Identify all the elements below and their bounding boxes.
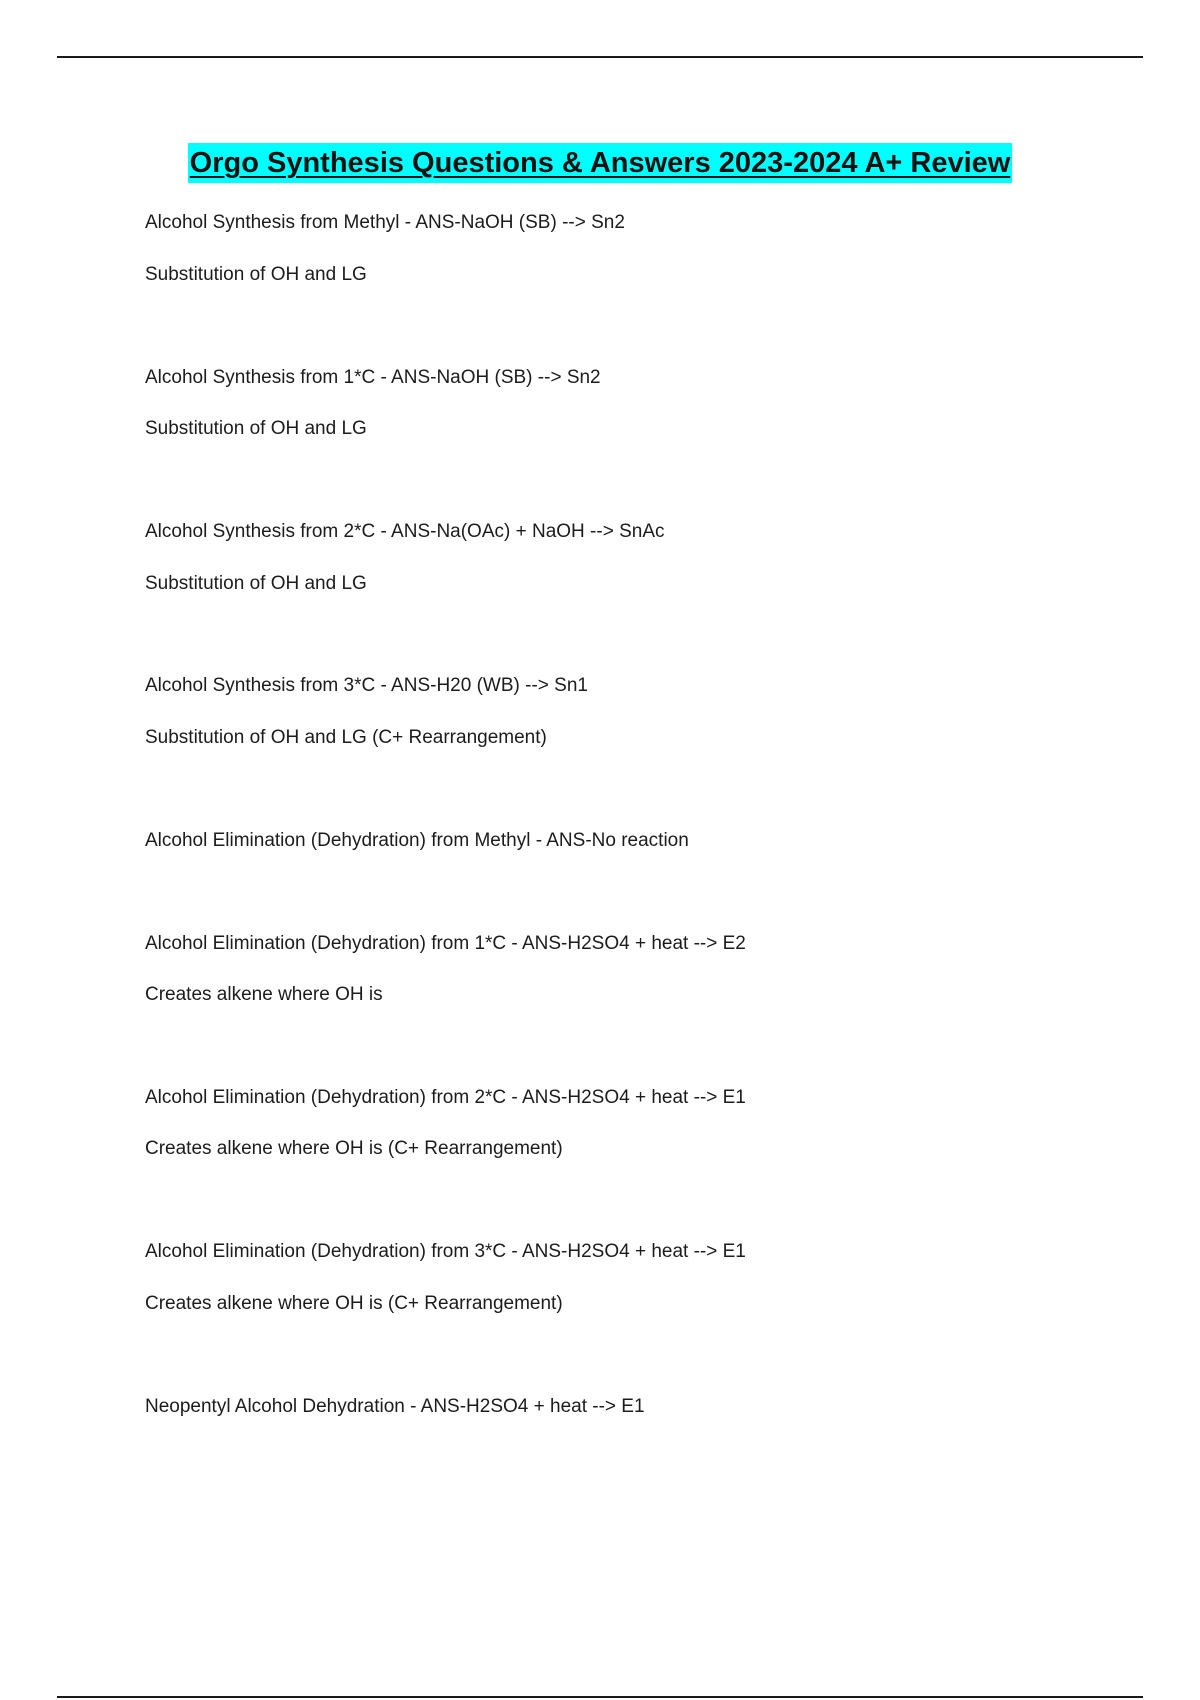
entry-3-answer: Substitution of OH and LG xyxy=(145,573,367,594)
entry-1-question: Alcohol Synthesis from Methyl - ANS-NaOH (SB) --> Sn2 xyxy=(145,212,625,233)
entry-6-question: Alcohol Elimination (Dehydration) from 1*C - ANS-H2SO4 + heat --> E2 xyxy=(145,933,746,954)
bottom-rule xyxy=(57,1696,1143,1698)
entry-6-answer: Creates alkene where OH is xyxy=(145,984,383,1005)
entry-7-question: Alcohol Elimination (Dehydration) from 2*C - ANS-H2SO4 + heat --> E1 xyxy=(145,1087,746,1108)
entry-2-answer: Substitution of OH and LG xyxy=(145,418,367,439)
entry-1-answer: Substitution of OH and LG xyxy=(145,264,367,285)
entry-7-answer: Creates alkene where OH is (C+ Rearrangement) xyxy=(145,1138,563,1159)
entry-3-question: Alcohol Synthesis from 2*C - ANS-Na(OAc) + NaOH --> SnAc xyxy=(145,521,665,542)
document-title: Orgo Synthesis Questions & Answers 2023-2024 A+ Review xyxy=(188,143,1013,183)
top-rule xyxy=(57,56,1143,58)
entry-2-question: Alcohol Synthesis from 1*C - ANS-NaOH (SB) --> Sn2 xyxy=(145,367,601,388)
entry-4-question: Alcohol Synthesis from 3*C - ANS-H20 (WB) --> Sn1 xyxy=(145,675,588,696)
entry-8-answer: Creates alkene where OH is (C+ Rearrangement) xyxy=(145,1293,563,1314)
entry-4-answer: Substitution of OH and LG (C+ Rearrangement) xyxy=(145,727,547,748)
title-container xyxy=(0,143,1200,183)
entry-9-question: Neopentyl Alcohol Dehydration - ANS-H2SO4 + heat --> E1 xyxy=(145,1396,645,1417)
entry-5-question: Alcohol Elimination (Dehydration) from Methyl - ANS-No reaction xyxy=(145,830,689,851)
entry-8-question: Alcohol Elimination (Dehydration) from 3*C - ANS-H2SO4 + heat --> E1 xyxy=(145,1241,746,1262)
